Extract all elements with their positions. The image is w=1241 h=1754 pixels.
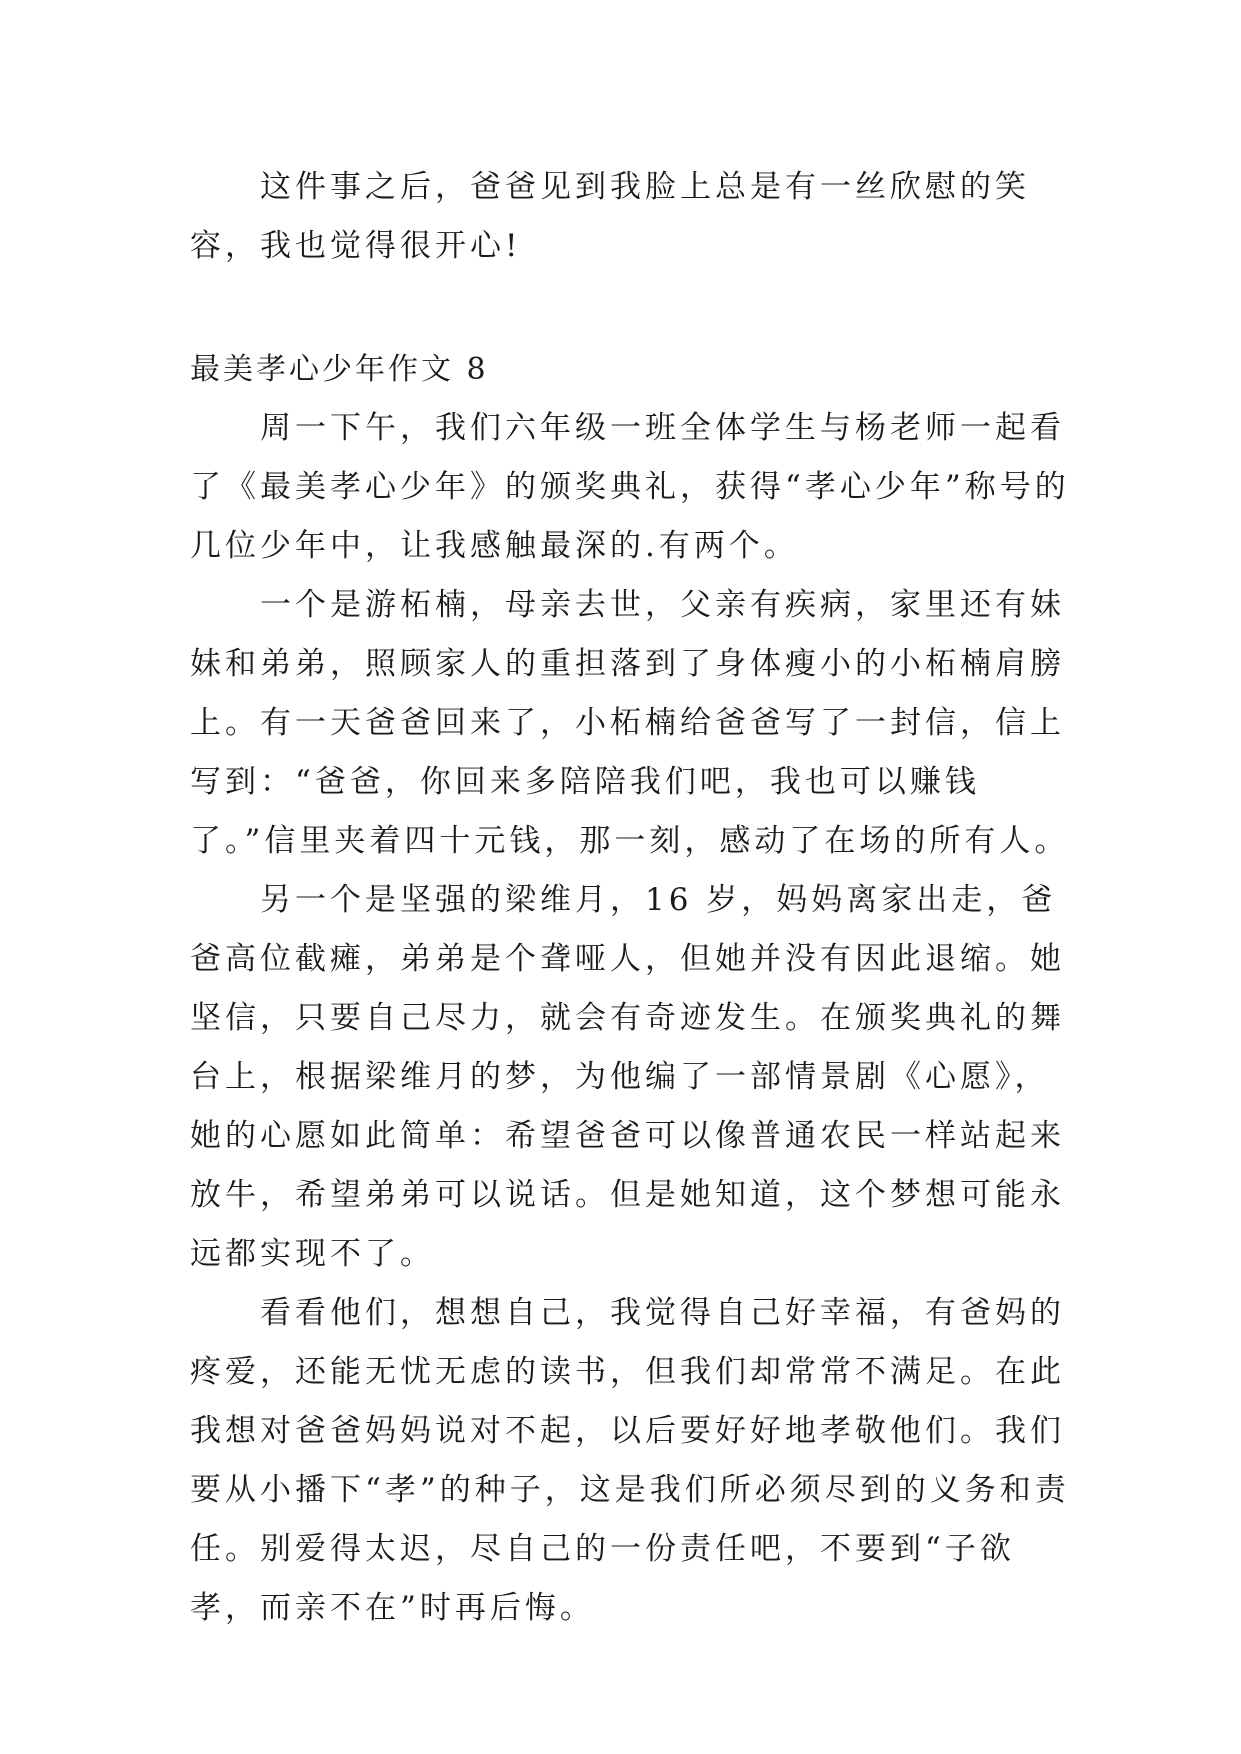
essay-paragraph: 看看他们，想想自己，我觉得自己好幸福，有爸妈的疼爱，还能无忧无虑的读书，但我们却常常不满足。在此我想对爸爸妈妈说对不起，以后要好好地孝敬他们。我们要从小播下“孝”的种子，这是我们所必须尽到的义务和责任。别爱得太迟，尽自己的一份责任吧，不要到“子欲孝，而亲不在”时再后悔。 [190,1295,1070,1626]
essay-title: 最美孝心少年作文 8 [190,352,489,387]
top-paragraph: 这件事之后，爸爸见到我脸上总是有一丝欣慰的笑容，我也觉得很开心! [190,169,1030,264]
top-text-block [190,158,1070,276]
essay-paragraph: 一个是游柘楠，母亲去世，父亲有疾病，家里还有妹妹和弟弟，照顾家人的重担落到了身体瘦小的小柘楠肩膀上。有一天爸爸回来了，小柘楠给爸爸写了一封信，信上写到：“爸爸，你回来多陪陪我们吧，我也可以赚钱了。”信里夹着四十元钱，那一刻，感动了在场的所有人。 [190,587,1070,859]
essay-paragraph: 周一下午，我们六年级一班全体学生与杨老师一起看了《最美孝心少年》的颁奖典礼，获得“孝心少年”称号的几位少年中，让我感触最深的.有两个。 [190,410,1070,564]
essay-paragraph: 另一个是坚强的梁维月，16 岁，妈妈离家出走，爸爸高位截瘫，弟弟是个聋哑人，但她并没有因此退缩。她坚信，只要自己尽力，就会有奇迹发生。在颁奖典礼的舞台上，根据梁维月的梦，为他编了一部情景剧《心愿》，她的心愿如此简单：希望爸爸可以像普通农民一样站起来放牛，希望弟弟可以说话。但是她知道，这个梦想可能永远都实现不了。 [190,882,1065,1272]
essay-body [190,340,1070,1638]
